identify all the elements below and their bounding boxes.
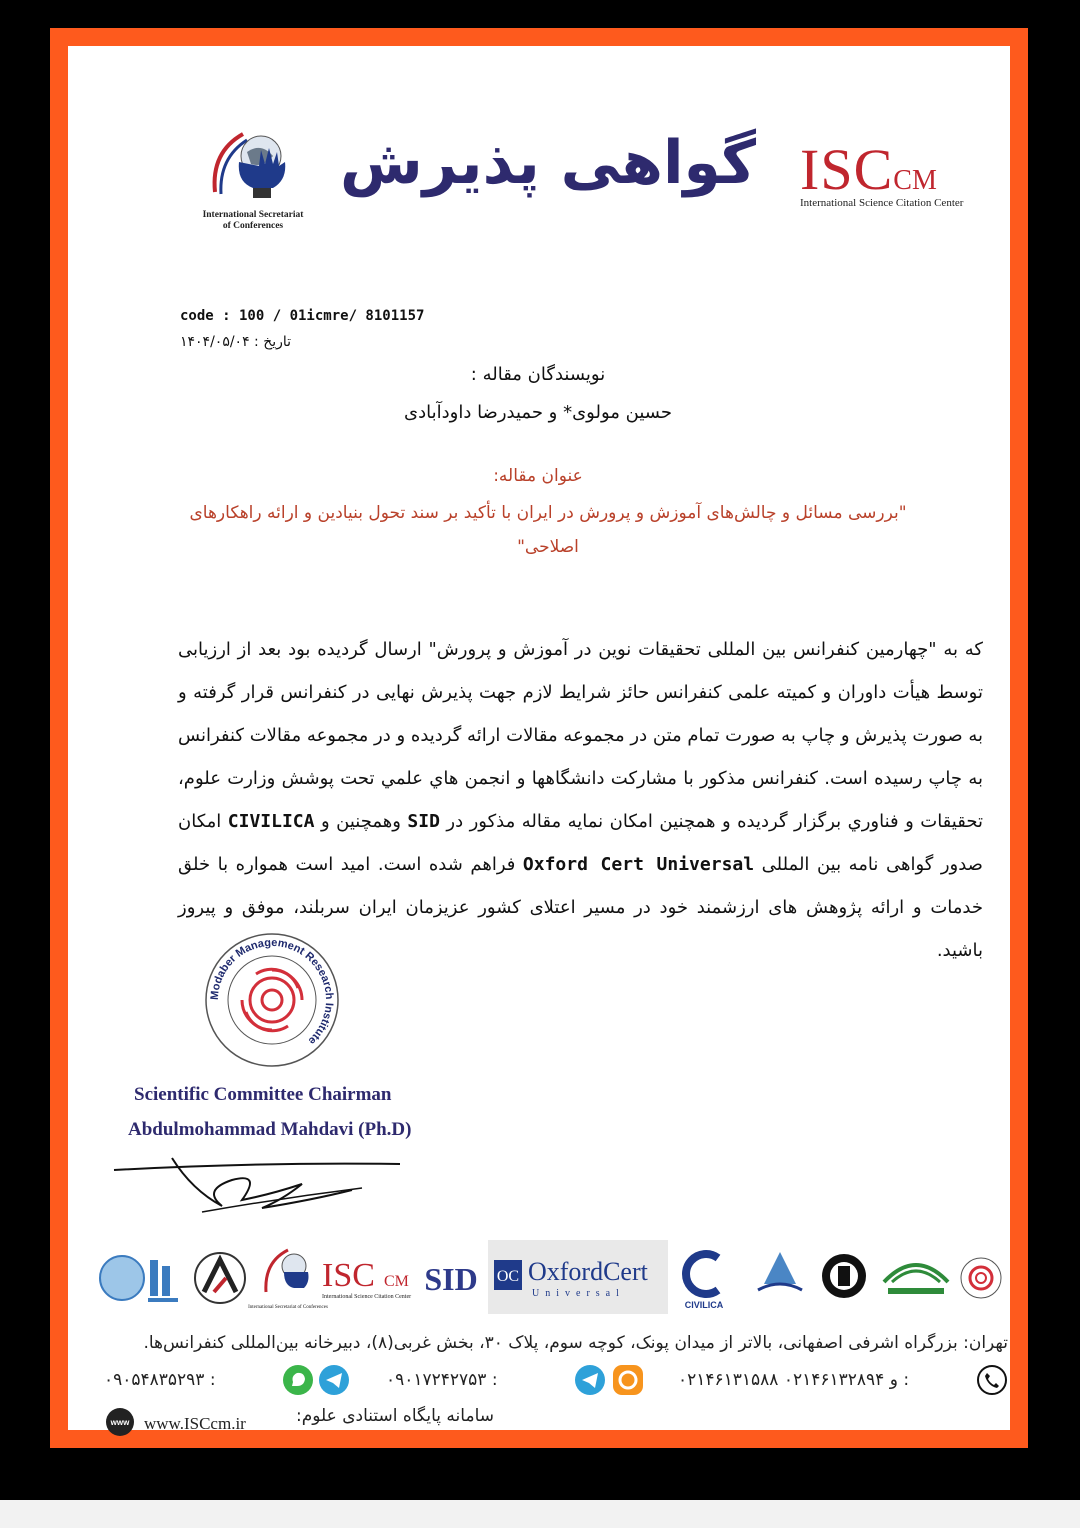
isoc-small-caption: International Secretariat of Conferences — [248, 1305, 328, 1310]
oxford-main: OxfordCert — [528, 1257, 648, 1286]
certificate-title: گواهی پذیرش — [339, 128, 757, 198]
svg-text:www: www — [110, 1418, 130, 1427]
isc-small-main: ISC — [322, 1257, 375, 1294]
isc-logo — [800, 136, 970, 209]
body-part-2: وهمچنین و — [320, 811, 401, 832]
telegram-icon[interactable] — [318, 1364, 350, 1396]
oxford-mark: OC — [496, 1268, 520, 1285]
lightbulb-hand-icon — [203, 122, 303, 206]
chairman-name: Abdulmohammad Mahdavi (Ph.D) — [128, 1119, 412, 1140]
sid-logo-text: SID — [424, 1261, 478, 1297]
sid-logo-icon — [418, 1238, 484, 1318]
certificate-frame — [50, 28, 1028, 1448]
isc-small-sub: International Science Citation Center — [322, 1294, 412, 1300]
civilica-logo-icon — [674, 1238, 734, 1318]
phone-icon[interactable] — [976, 1364, 1008, 1396]
footer-website — [104, 1406, 704, 1442]
authors-label: نویسندگان مقاله : — [470, 364, 606, 385]
university-logo-icon — [818, 1238, 870, 1318]
ministry-logo-icon — [94, 1238, 186, 1318]
body-civilica: CIVILICA — [227, 811, 315, 832]
civilica-logo-text: CIVILICA — [684, 1300, 724, 1310]
whatsapp-icon[interactable] — [282, 1364, 314, 1396]
oxford-sub: Universal — [532, 1288, 625, 1299]
modaber-seal-icon — [204, 932, 340, 1068]
website-label: سامانه پایگاه استنادی علوم: — [296, 1406, 494, 1426]
book-logo-icon — [744, 1238, 816, 1318]
mobile-number-1: ۰۹۰۵۴۸۳۵۲۹۳ : — [104, 1370, 216, 1390]
triangle-logo-icon — [190, 1238, 250, 1318]
bottom-strip — [0, 1500, 1080, 1528]
isoc-logo — [198, 122, 308, 232]
isc-small-suffix: CM — [384, 1273, 409, 1290]
body-oxford: Oxford Cert Universal — [522, 854, 755, 875]
mobile-number-2: ۰۹۰۱۷۲۴۲۷۵۳ : — [386, 1370, 498, 1390]
seal-text: Modaber Management Research Institute — [208, 936, 336, 1047]
oxford-cert-logo-icon — [488, 1238, 668, 1318]
eitaa-icon[interactable] — [612, 1364, 644, 1396]
body-part-4: فراهم شده است. امید است همواره با خلق خدمات و ارائه پژوهش های ارزشمند خود در مسیر اعتلای کشور عزیزمان ایران سربلند، موفق و پیروز باشید. — [178, 854, 983, 961]
paper-title: "بررسی مسائل و چالش‌های آموزش و پرورش در ایران با تأکید بر سند تحول بنیادین و ارائه راهکارهای اصلاحی" — [189, 503, 907, 557]
telegram-icon-2[interactable] — [574, 1364, 606, 1396]
certificate-sheet — [68, 46, 1010, 1433]
isoc-small-logo-icon — [248, 1238, 328, 1318]
isc-logo-main: ISC — [800, 137, 894, 202]
isc-logo-suffix: CM — [893, 165, 937, 196]
green-association-logo-icon — [878, 1238, 954, 1318]
body-part-3: امکان صدور گواهی نامه بین المللی — [178, 811, 983, 875]
isc-small-logo-icon — [320, 1238, 414, 1318]
body-part-1: که به "چهارمین کنفرانس بین المللی تحقیقات نوین در آموزش و پرورش" ارسال گردیده بود بعد از ارزیابی توسط هیأت داوران و کمیته علمی کنفرانس حائز شرایط لازم جهت پذیرش نهایی در کنفرانس قرار گرفته و به صورت پذیرش و چاپ به صورت تمام متن در مجموعه مقالات ارائه گردیده و در مجموعه مقالات کنفرانس به چاپ رسیده است. کنفرانس مذکور با مشارکت دانشگاهها و انجمن هاي علمي تحت پوشش وزارت علوم، تحقیقات و فناوري برگزار گردیده و همچنین امکان نمایه مقاله مذکور در — [178, 639, 983, 832]
certificate-date: تاریخ : ۱۴۰۴/۰۵/۰۴ — [180, 334, 292, 350]
authors-names: حسین مولوی* و حمیدرضا داودآبادی — [404, 402, 672, 423]
certificate-body — [178, 628, 983, 972]
isoc-caption-1: International Secretariat — [202, 210, 304, 220]
footer-address: تهران: بزرگراه اشرفی اصفهانی، بالاتر از میدان پونک، کوچه سوم، پلاک ۳۰، بخش غربی(۸)، دبیرخانه بین‌المللی کنفرانس‌ها. — [143, 1333, 1008, 1353]
website-url[interactable]: www.ISCcm.ir — [144, 1414, 246, 1433]
paper-title-label: عنوان مقاله: — [493, 466, 583, 486]
handwritten-signature — [112, 1150, 402, 1222]
modaber-small-logo-icon — [958, 1238, 1004, 1318]
partner-logos — [94, 1238, 1004, 1318]
landline-numbers: ۰۲۱۴۶۱۳۱۵۸۸ و ۰۲۱۴۶۱۳۲۸۹۴ : — [678, 1370, 910, 1390]
isc-logo-subtitle: International Science Citation Center — [800, 197, 964, 209]
chairman-role: Scientific Committee Chairman — [134, 1084, 392, 1105]
certificate-code: code : 100 / 01icmre/ 8101157 — [180, 308, 425, 324]
footer-phones — [104, 1364, 1008, 1400]
body-sid: SID — [407, 811, 440, 832]
isoc-caption-2: of Conferences — [222, 221, 284, 231]
